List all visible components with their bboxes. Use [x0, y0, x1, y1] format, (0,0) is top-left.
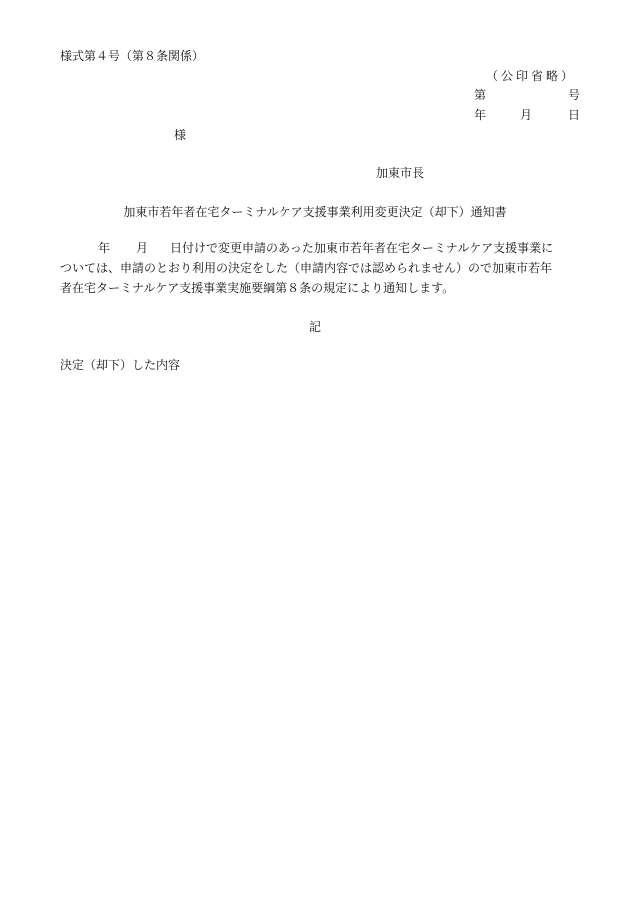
document-number-prefix: 第: [474, 88, 487, 102]
document-number-suffix: 号: [568, 88, 581, 102]
document-title: 加東市若年者在宅ターミナルケア支援事業利用変更決定（却下）通知書: [123, 205, 507, 219]
body-line-1: [60, 238, 580, 258]
date-day-label: 日: [568, 108, 581, 122]
date-month-label: 月: [520, 108, 533, 122]
body-year-label: 年: [98, 241, 111, 255]
form-number: 様式第４号（第８条関係）: [60, 49, 205, 63]
body-line-3: 者在宅ターミナルケア支援事業実施要綱第８条の規定により通知します。: [60, 281, 455, 295]
body-line-1-text: 日付けで変更申請のあった加東市若年者在宅ターミナルケア支援事業に: [170, 241, 554, 255]
date-year-label: 年: [474, 108, 487, 122]
record-label: 記: [308, 320, 321, 334]
body-month-label: 月: [136, 241, 149, 255]
issuer-name: 加東市長: [376, 166, 425, 180]
addressee-suffix: 様: [174, 128, 187, 142]
seal-omission-note: （公印省略）: [486, 69, 577, 83]
body-line-2: ついては、申請のとおり利用の決定をした（申請内容では認められません）ので加東市若年: [60, 261, 553, 275]
decision-content-label: 決定（却下）した内容: [60, 358, 181, 372]
notice-body: [60, 238, 580, 298]
